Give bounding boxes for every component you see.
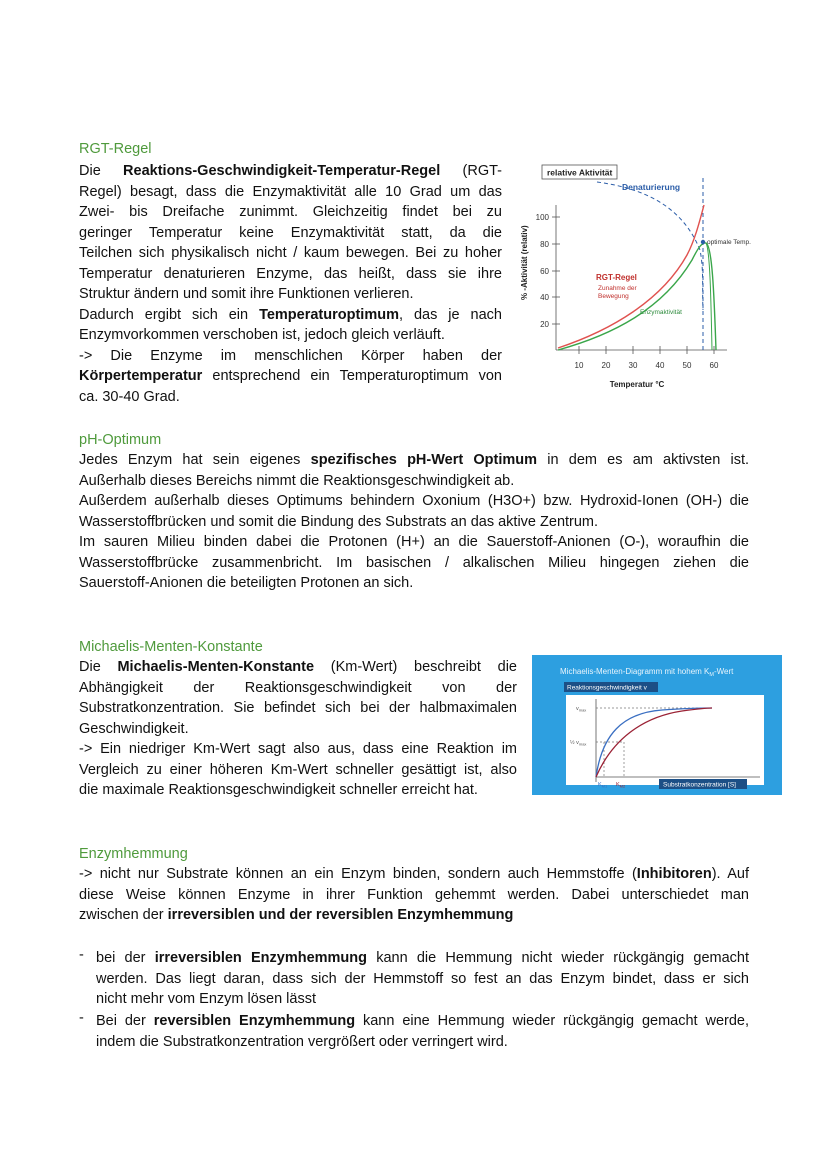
michaelis-menten-chart xyxy=(532,655,782,795)
ph-paragraph: Jedes Enzym hat sein eigenes spezifisches pH-Wert Optimum in dem es am aktivsten ist. Außerhalb dieses Bereichs nimmt die Reaktionsgeschwindigkeit ab. Außerdem außerhalb dieses Optimums behindern Oxonium (H3O+) bzw. Hydroxid-Ionen (OH-) die Wasserstoffbrücken und somit die Bindung des Substrats an das aktive Zentrum. Im sauren Milieu binden dabei die Protonen (H+) an die Sauerstoff-Anionen (O-), woraufhin die Wasserstoffbrücke zusammenbricht. Im basischen / alkalischen Milieu hingegen ziehen die Sauerstoff-Anionen die beteiligten Protonen an sich. xyxy=(79,452,750,591)
mm-heading: Michaelis-Menten-Konstante xyxy=(79,639,263,655)
bullet-dash: - xyxy=(79,947,84,963)
mm-y-axis-label: Reaktionsgeschwindigkeit v xyxy=(567,684,647,692)
x-tick-label: 50 xyxy=(682,361,692,370)
legend-box-label: relative Aktivität xyxy=(547,167,613,178)
y-tick-label: 100 xyxy=(535,213,549,222)
mm-x-axis-label: Substratkonzentration [S] xyxy=(663,781,736,789)
mm-paragraph: Die Michaelis-Menten-Konstante (Km-Wert) beschreibt die Abhängigkeit der Reaktionsgeschwindigkeit von der Substratkonzentration. Sie befindet sich bei der halbmaximalen Geschwindigkeit. -> Ein niedriger Km-Wert sagt also aus, dass eine Reaktion im Vergleich zu einer höheren Km-Wert schneller gesättigt ist, also die maximale Reaktionsgeschwindigkeit schneller erreicht hat. xyxy=(79,659,517,798)
x-tick-label: 40 xyxy=(655,361,665,370)
mm-chart-title: Michaelis-Menten-Diagramm mit hohem $K_M$-Wert xyxy=(560,667,734,678)
bullet-irreversible: bei der irreversiblen Enzymhemmung kann die Hemmung nicht wieder rückgängig gemacht werden. Das liegt daran, dass sich der Hemmstoff so fest an das Enzym bindet, dass er sich nicht mehr vom Enzym lösen lässt xyxy=(96,950,749,1007)
km2-label: $K_{M2}$ xyxy=(616,782,626,789)
y-tick-label: 60 xyxy=(540,267,549,276)
optimum-point xyxy=(701,240,705,244)
x-tick-label: 60 xyxy=(709,361,719,370)
bullet-dash: - xyxy=(79,1010,84,1026)
hemmung-heading: Enzymhemmung xyxy=(79,846,188,862)
y-axis-label: % -Aktivität (relativ) xyxy=(520,225,529,300)
y-tick-label: 40 xyxy=(540,293,549,302)
optimum-label: optimale Temp. xyxy=(707,239,751,246)
half-vmax-label: ½ $v_{max}$ xyxy=(570,740,587,747)
bullet-reversible: Bei der reversiblen Enzymhemmung kann eine Hemmung wieder rückgängig gemacht werde, indem die Substratkonzentration vergrößert oder verringert wird. xyxy=(96,1013,749,1050)
x-tick-label: 20 xyxy=(601,361,611,370)
ph-heading: pH-Optimum xyxy=(79,432,162,448)
x-tick-label: 10 xyxy=(574,361,584,370)
enzyme-activity-curve xyxy=(558,243,716,350)
rgt-rule-label: RGT-Regel xyxy=(596,273,637,282)
km1-label: $K_{M1}$ xyxy=(598,782,608,789)
enzyme-activity-label: Enzymaktivität xyxy=(640,309,682,316)
rgt-heading: RGT-Regel xyxy=(79,141,152,157)
rgt-paragraph: Die Reaktions-Geschwindigkeit-Temperatur-Regel (RGT- Regel) besagt, dass die Enzymaktivität alle 10 Grad um das Zwei- bis Dreifache zunimmt. Gleichzeitig findet bei zu geringer Temperatur keine Enzymaktivität statt, da die Teilchen sich physikalisch nicht / kaum bewegen. Bei zu hoher Temperatur denaturieren Enzyme, das heißt, dass sie ihre Struktur ändern und somit ihre Funktionen verlieren. Dadurch ergibt sich ein Temperaturoptimum, das je nach Enzymvorkommen verschoben ist, jedoch gleich verläuft. -> Die Enzyme im menschlichen Körper haben der Körpertemperatur entsprechend ein Temperaturoptimum von ca. 30-40 Grad. xyxy=(79,163,502,405)
movement-label-2: Bewegung xyxy=(598,293,629,300)
x-tick-label: 30 xyxy=(628,361,638,370)
y-tick-label: 80 xyxy=(540,240,549,249)
y-tick-label: 20 xyxy=(540,320,549,329)
hemmung-paragraph: -> nicht nur Substrate können an ein Enzym binden, sondern auch Hemmstoffe (Inhibitoren). Auf diese Weise können Enzyme in ihrer Funktion gehemmt werden. Dabei unterschiedet man zwischen der irreversiblen und der reversiblen Enzymhemmung xyxy=(79,866,749,923)
denaturation-label: Denaturierung xyxy=(622,182,681,192)
x-axis-label: Temperatur °C xyxy=(609,380,665,389)
vmax-label: $v_{max}$ xyxy=(576,706,587,713)
movement-label-1: Zunahme der xyxy=(598,285,637,292)
rgt-temperature-chart xyxy=(512,160,772,395)
